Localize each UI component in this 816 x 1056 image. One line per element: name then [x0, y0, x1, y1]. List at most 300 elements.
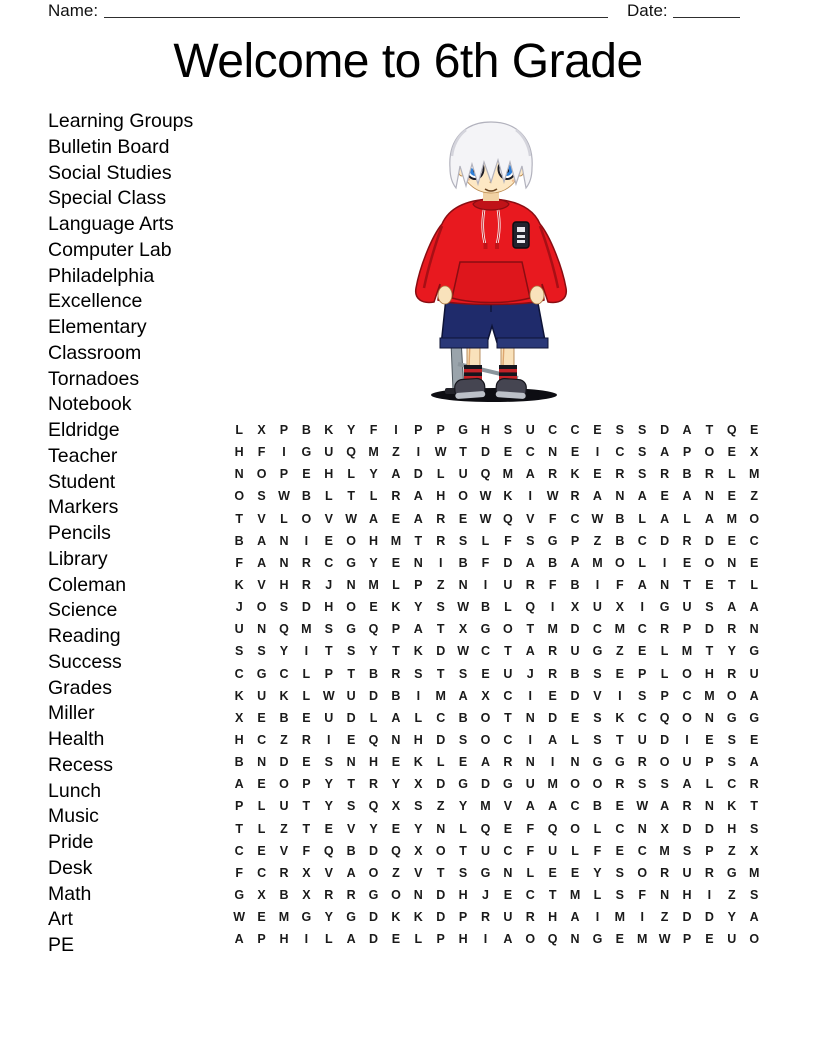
grid-cell: N: [525, 710, 535, 725]
grid-cell: H: [369, 755, 379, 770]
grid-cell: I: [483, 578, 488, 593]
grid-cell: D: [436, 644, 446, 659]
grid-cell: W: [479, 511, 492, 526]
grid-cell: E: [302, 710, 311, 725]
grid-cell: A: [592, 489, 602, 504]
grid-cell: F: [616, 578, 624, 593]
grid-cell: E: [391, 511, 401, 526]
grid-cell: I: [304, 932, 309, 947]
grid-cell: W: [636, 799, 649, 814]
grid-cell: F: [593, 843, 602, 858]
grid-cell: L: [280, 511, 288, 526]
grid-cell: O: [525, 932, 536, 947]
grid-cell: I: [685, 733, 689, 748]
grid-cell: H: [704, 666, 714, 681]
grid-cell: T: [302, 799, 311, 814]
grid-cell: A: [458, 688, 468, 703]
grid-cell: P: [257, 932, 266, 947]
grid-cell: O: [279, 777, 289, 792]
grid-cell: S: [705, 600, 714, 615]
grid-cell: C: [749, 533, 759, 548]
grid-cell: L: [526, 865, 535, 880]
grid-cell: C: [480, 644, 490, 659]
grid-cell: E: [503, 888, 513, 903]
grid-cell: R: [704, 865, 714, 880]
grid-cell: T: [392, 644, 400, 659]
grid-cell: C: [637, 843, 647, 858]
grid-cell: S: [638, 467, 647, 482]
grid-cell: S: [750, 821, 759, 836]
grid-cell: H: [682, 888, 692, 903]
grid-cell: H: [458, 932, 468, 947]
grid-cell: M: [659, 843, 670, 858]
grid-cell: D: [369, 910, 379, 925]
grid-cell: S: [458, 666, 468, 681]
grid-cell: E: [570, 445, 580, 460]
grid-cell: P: [235, 799, 244, 814]
grid-cell: Q: [547, 821, 558, 836]
grid-cell: A: [548, 733, 558, 748]
grid-cell: A: [369, 511, 379, 526]
grid-cell: Z: [727, 843, 736, 858]
grid-cell: Y: [324, 799, 333, 814]
grid-cell: N: [660, 888, 670, 903]
grid-cell: D: [704, 533, 714, 548]
grid-cell: R: [548, 644, 558, 659]
grid-cell: Q: [659, 710, 670, 725]
grid-cell: V: [324, 865, 333, 880]
grid-cell: N: [525, 755, 535, 770]
word-list-item: Computer Lab: [48, 238, 172, 261]
grid-cell: S: [727, 755, 736, 770]
grid-cell: D: [704, 821, 714, 836]
grid-cell: H: [234, 733, 244, 748]
grid-cell: E: [705, 932, 714, 947]
grid-cell: E: [503, 445, 513, 460]
grid-cell: M: [592, 555, 603, 570]
grid-cell: U: [503, 578, 513, 593]
grid-cell: L: [436, 467, 445, 482]
grid-cell: K: [570, 467, 580, 482]
grid-cell: P: [705, 843, 714, 858]
grid-cell: O: [391, 888, 401, 903]
grid-cell: O: [458, 489, 468, 504]
grid-cell: G: [592, 932, 603, 947]
word-search-grid: [228, 419, 765, 950]
grid-cell: P: [414, 578, 423, 593]
grid-cell: W: [233, 910, 246, 925]
grid-cell: U: [548, 843, 558, 858]
grid-cell: V: [346, 821, 356, 836]
grid-cell: P: [638, 666, 647, 681]
grid-cell: O: [726, 688, 737, 703]
grid-cell: J: [325, 578, 333, 593]
grid-cell: E: [615, 799, 624, 814]
grid-cell: P: [682, 622, 692, 637]
grid-cell: U: [257, 688, 267, 703]
grid-cell: A: [234, 777, 244, 792]
grid-cell: F: [526, 821, 535, 836]
boy-hoodie: [416, 199, 567, 305]
grid-cell: N: [727, 555, 737, 570]
grid-cell: Y: [369, 467, 378, 482]
grid-cell: I: [595, 445, 600, 460]
grid-cell: R: [548, 666, 558, 681]
grid-cell: D: [704, 622, 714, 637]
word-list-item: Teacher: [48, 444, 118, 467]
grid-cell: D: [480, 445, 490, 460]
grid-cell: G: [458, 423, 468, 438]
grid-cell: X: [750, 843, 759, 858]
grid-cell: L: [436, 755, 445, 770]
grid-cell: T: [705, 423, 714, 438]
grid-cell: Y: [458, 799, 468, 814]
grid-cell: I: [282, 445, 286, 460]
grid-cell: H: [324, 600, 334, 615]
grid-cell: D: [548, 710, 558, 725]
word-list-item: Lunch: [48, 779, 102, 802]
grid-cell: Z: [593, 533, 602, 548]
grid-cell: K: [413, 910, 423, 925]
grid-cell: Y: [414, 821, 423, 836]
grid-cell: X: [481, 688, 490, 703]
grid-cell: C: [570, 799, 580, 814]
grid-cell: G: [346, 910, 357, 925]
grid-cell: K: [615, 710, 625, 725]
grid-cell: R: [682, 533, 692, 548]
grid-cell: C: [682, 688, 692, 703]
grid-cell: R: [503, 755, 513, 770]
grid-cell: G: [458, 777, 468, 792]
grid-cell: A: [749, 688, 759, 703]
grid-cell: I: [327, 733, 331, 748]
grid-cell: E: [369, 600, 378, 615]
grid-cell: M: [547, 777, 558, 792]
grid-cell: E: [682, 555, 692, 570]
grid-cell: O: [637, 865, 648, 880]
grid-cell: X: [615, 600, 624, 615]
grid-cell: S: [235, 644, 244, 659]
grid-cell: A: [480, 755, 490, 770]
grid-cell: E: [615, 666, 624, 681]
grid-cell: W: [658, 932, 671, 947]
grid-cell: E: [257, 777, 266, 792]
word-list-item: Library: [48, 547, 108, 570]
grid-cell: N: [279, 555, 289, 570]
page-title: Welcome to 6th Grade: [173, 35, 643, 88]
grid-cell: E: [705, 578, 714, 593]
grid-cell: Z: [616, 644, 624, 659]
grid-cell: W: [479, 489, 492, 504]
grid-cell: H: [458, 888, 468, 903]
grid-cell: N: [704, 710, 714, 725]
grid-cell: R: [727, 622, 737, 637]
grid-cell: E: [503, 821, 513, 836]
grid-cell: M: [480, 799, 491, 814]
grid-cell: V: [257, 511, 266, 526]
grid-cell: X: [414, 843, 423, 858]
grid-cell: B: [279, 710, 289, 725]
grid-cell: V: [526, 511, 535, 526]
grid-cell: J: [235, 600, 243, 615]
grid-cell: O: [682, 666, 692, 681]
grid-cell: Y: [727, 644, 736, 659]
grid-cell: T: [504, 644, 512, 659]
grid-cell: H: [234, 445, 244, 460]
grid-cell: E: [727, 489, 736, 504]
grid-cell: O: [704, 445, 715, 460]
grid-cell: Z: [750, 489, 758, 504]
grid-cell: H: [324, 467, 334, 482]
grid-cell: O: [614, 555, 625, 570]
grid-cell: S: [503, 423, 513, 438]
grid-cell: N: [615, 489, 625, 504]
grid-cell: F: [548, 578, 557, 593]
grid-cell: Q: [323, 843, 334, 858]
grid-cell: S: [257, 489, 266, 504]
grid-cell: Q: [480, 821, 491, 836]
grid-cell: O: [570, 777, 580, 792]
grid-cell: S: [615, 865, 624, 880]
grid-cell: L: [257, 821, 266, 836]
grid-cell: L: [660, 666, 669, 681]
grid-cell: L: [504, 600, 512, 615]
grid-cell: Z: [436, 799, 445, 814]
grid-cell: B: [369, 666, 379, 681]
grid-cell: R: [436, 533, 446, 548]
grid-cell: B: [234, 533, 244, 548]
word-list-item: Elementary: [48, 316, 147, 338]
grid-cell: R: [301, 555, 311, 570]
grid-cell: H: [413, 733, 423, 748]
grid-cell: C: [503, 688, 513, 703]
grid-cell: R: [480, 910, 490, 925]
grid-cell: L: [750, 578, 758, 593]
grid-cell: G: [659, 600, 670, 615]
grid-cell: M: [704, 688, 715, 703]
word-list-item: Coleman: [48, 573, 127, 596]
grid-cell: Z: [280, 821, 288, 836]
grid-cell: T: [414, 533, 423, 548]
grid-cell: E: [615, 843, 624, 858]
grid-cell: N: [413, 555, 423, 570]
grid-cell: I: [707, 888, 712, 903]
grid-cell: F: [504, 533, 512, 548]
word-list-item: Eldridge: [48, 419, 120, 441]
grid-cell: I: [304, 644, 309, 659]
grid-cell: N: [257, 755, 267, 770]
grid-cell: S: [593, 710, 602, 725]
grid-cell: T: [459, 843, 467, 858]
grid-cell: P: [682, 445, 692, 460]
grid-cell: L: [302, 666, 311, 681]
grid-cell: H: [279, 578, 289, 593]
grid-cell: Y: [369, 555, 378, 570]
grid-cell: C: [570, 511, 580, 526]
grid-cell: N: [503, 865, 513, 880]
grid-cell: Q: [525, 600, 536, 615]
word-list-item: Grades: [48, 676, 112, 699]
grid-cell: N: [749, 622, 759, 637]
grid-cell: C: [324, 555, 334, 570]
grid-cell: U: [727, 932, 737, 947]
grid-cell: B: [615, 533, 625, 548]
grid-cell: G: [592, 755, 603, 770]
grid-cell: P: [682, 932, 692, 947]
grid-cell: M: [748, 865, 760, 880]
grid-cell: W: [591, 511, 604, 526]
grid-cell: A: [413, 489, 423, 504]
grid-cell: M: [278, 910, 290, 925]
grid-cell: G: [346, 555, 357, 570]
grid-cell: X: [660, 821, 669, 836]
word-list-item: PE: [48, 934, 75, 956]
grid-cell: T: [235, 821, 244, 836]
word-list-item: Miller: [48, 702, 95, 725]
grid-cell: C: [525, 888, 535, 903]
grid-cell: Y: [369, 644, 378, 659]
grid-cell: O: [301, 511, 312, 526]
grid-cell: L: [481, 533, 490, 548]
grid-cell: C: [503, 843, 513, 858]
grid-cell: U: [525, 423, 535, 438]
grid-cell: E: [593, 467, 602, 482]
grid-cell: N: [436, 821, 446, 836]
grid-cell: I: [438, 555, 443, 570]
word-list-item: Social Studies: [48, 161, 172, 184]
grid-cell: W: [322, 688, 335, 703]
grid-cell: P: [705, 755, 714, 770]
grid-cell: X: [235, 710, 244, 725]
grid-cell: I: [483, 932, 488, 947]
grid-cell: B: [480, 600, 490, 615]
grid-cell: A: [749, 755, 759, 770]
grid-cell: O: [682, 710, 692, 725]
grid-cell: A: [525, 467, 535, 482]
grid-cell: V: [593, 688, 602, 703]
grid-cell: N: [570, 755, 580, 770]
word-list-item: Classroom: [48, 341, 142, 364]
grid-cell: E: [750, 733, 759, 748]
grid-cell: I: [550, 755, 555, 770]
grid-cell: K: [503, 489, 513, 504]
grid-cell: M: [614, 910, 626, 925]
grid-cell: Z: [727, 888, 736, 903]
word-list-item: Science: [48, 599, 118, 622]
grid-cell: D: [346, 710, 356, 725]
grid-cell: P: [660, 688, 669, 703]
grid-cell: N: [458, 578, 468, 593]
grid-cell: R: [391, 489, 401, 504]
grid-cell: C: [615, 445, 625, 460]
grid-cell: L: [705, 777, 714, 792]
grid-cell: K: [413, 644, 423, 659]
grid-cell: K: [413, 755, 423, 770]
grid-cell: N: [346, 578, 356, 593]
grid-cell: E: [391, 932, 401, 947]
grid-cell: S: [346, 644, 356, 659]
grid-cell: G: [503, 777, 513, 792]
grid-cell: A: [525, 644, 535, 659]
grid-cell: I: [528, 733, 533, 748]
grid-cell: Q: [368, 799, 379, 814]
grid-cell: L: [414, 932, 423, 947]
grid-cell: R: [279, 865, 289, 880]
grid-cell: X: [302, 865, 311, 880]
grid-cell: A: [413, 622, 423, 637]
grid-cell: D: [660, 423, 670, 438]
grid-cell: H: [369, 533, 379, 548]
grid-cell: U: [570, 644, 580, 659]
grid-cell: C: [615, 821, 625, 836]
grid-cell: E: [458, 511, 468, 526]
grid-cell: S: [638, 423, 647, 438]
grid-cell: P: [436, 932, 445, 947]
word-list-item: Music: [48, 805, 99, 828]
grid-cell: L: [414, 710, 423, 725]
grid-cell: O: [503, 622, 513, 637]
grid-cell: I: [304, 533, 309, 548]
grid-cell: C: [503, 733, 513, 748]
grid-cell: E: [750, 555, 759, 570]
grid-cell: U: [682, 865, 692, 880]
grid-cell: O: [256, 467, 267, 482]
grid-cell: O: [592, 777, 603, 792]
grid-cell: T: [436, 666, 445, 681]
grid-cell: M: [614, 622, 626, 637]
grid-cell: L: [571, 843, 579, 858]
grid-cell: A: [637, 578, 647, 593]
grid-cell: O: [256, 600, 267, 615]
grid-cell: Y: [414, 600, 423, 615]
grid-cell: N: [257, 622, 267, 637]
grid-cell: B: [458, 710, 468, 725]
grid-cell: M: [637, 932, 648, 947]
grid-cell: O: [346, 533, 357, 548]
grid-cell: D: [480, 777, 490, 792]
grid-cell: T: [683, 578, 691, 593]
grid-cell: Y: [324, 777, 333, 792]
grid-cell: M: [547, 622, 558, 637]
grid-cell: M: [368, 578, 379, 593]
grid-cell: R: [301, 578, 311, 593]
grid-cell: N: [413, 888, 423, 903]
grid-cell: C: [257, 733, 267, 748]
grid-cell: Z: [280, 733, 288, 748]
grid-cell: M: [502, 467, 514, 482]
word-list-item: Recess: [48, 753, 114, 776]
grid-cell: T: [324, 644, 333, 659]
grid-cell: C: [525, 445, 535, 460]
grid-cell: B: [615, 511, 625, 526]
grid-cell: C: [234, 843, 244, 858]
date-blank-line: [673, 17, 740, 18]
grid-cell: S: [324, 755, 333, 770]
grid-cell: D: [704, 910, 714, 925]
grid-cell: W: [278, 489, 290, 504]
grid-cell: L: [324, 489, 333, 504]
grid-cell: A: [749, 600, 759, 615]
grid-cell: D: [682, 821, 692, 836]
grid-cell: T: [347, 489, 355, 504]
word-list-item: Language Arts: [48, 213, 174, 235]
grid-cell: D: [436, 910, 446, 925]
grid-cell: K: [279, 688, 289, 703]
grid-cell: W: [457, 600, 469, 615]
grid-cell: P: [302, 777, 311, 792]
grid-cell: S: [458, 533, 468, 548]
grid-cell: F: [302, 843, 311, 858]
